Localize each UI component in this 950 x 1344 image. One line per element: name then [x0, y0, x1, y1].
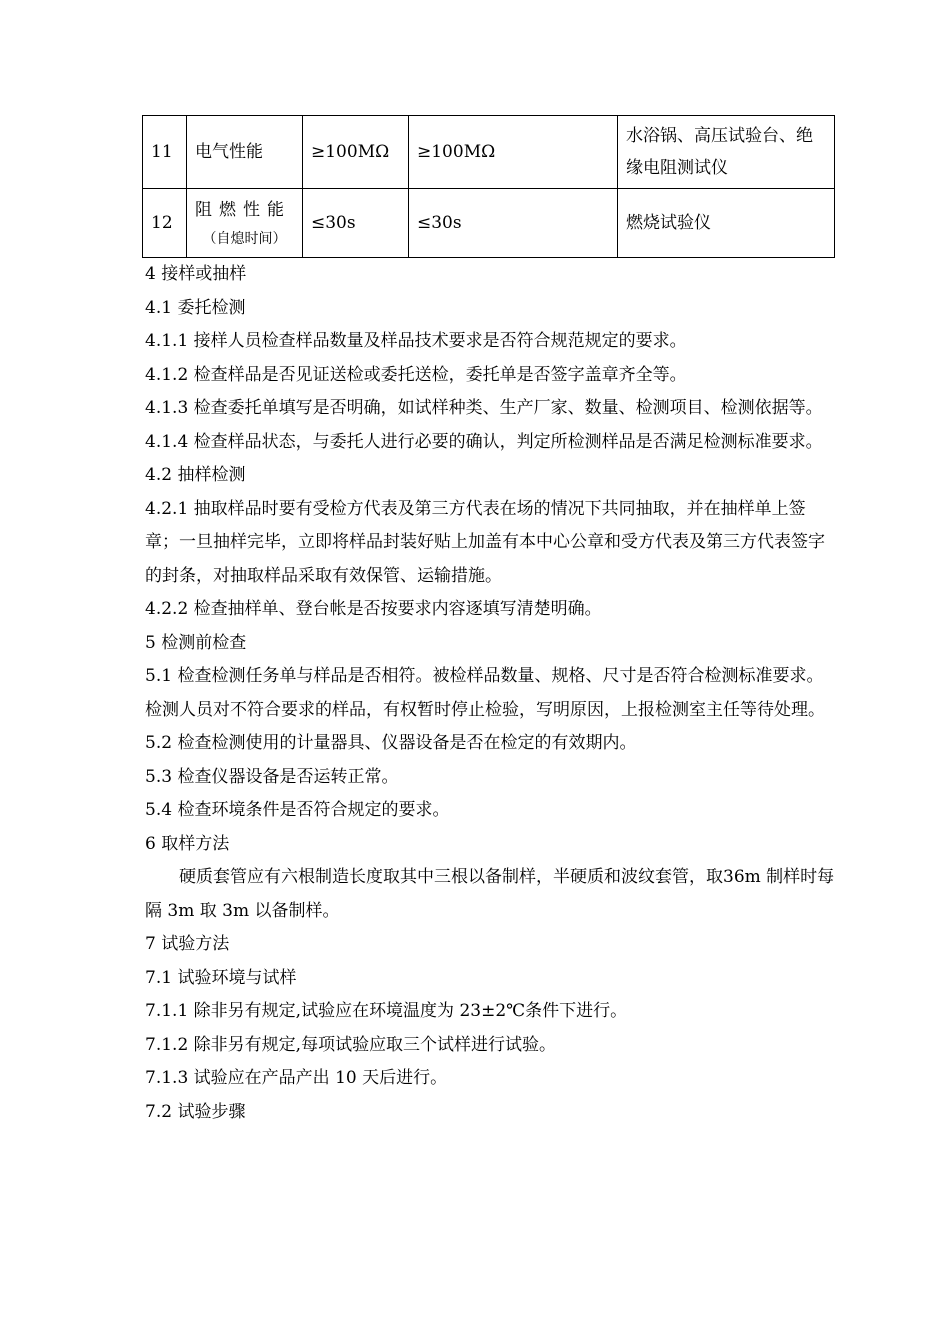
standard-value: ≤30s	[409, 189, 618, 258]
paragraph: 4.1.3 检查委托单填写是否明确，如试样种类、生产厂家、数量、检测项目、检测依据等。	[145, 398, 823, 418]
test-item-name: 电气性能	[187, 116, 303, 189]
paragraph: 5.2 检查检测使用的计量器具、仪器设备是否在检定的有效期内。	[145, 733, 637, 753]
paragraph: 5.4 检查环境条件是否符合规定的要求。	[145, 800, 450, 820]
table-row	[143, 116, 835, 189]
paragraph: 7.1.3 试验应在产品产出 10 天后进行。	[145, 1068, 448, 1088]
test-item-subname: （自熄时间）	[202, 231, 287, 247]
section-heading: 7 试验方法	[145, 934, 230, 954]
test-item-name: 阻燃性能	[195, 200, 291, 220]
paragraph: 4.1.1 接样人员检查样品数量及样品技术要求是否符合规范规定的要求。	[145, 331, 687, 351]
paragraph: 7.1.2 除非另有规定,每项试验应取三个试样进行试验。	[145, 1034, 557, 1055]
requirement-value: ≥100MΩ	[303, 116, 409, 189]
test-equipment: 燃烧试验仪	[618, 189, 835, 258]
body-text	[145, 258, 835, 1129]
paragraph: 4.1.4 检查样品状态，与委托人进行必要的确认，判定所检测样品是否满足检测标准要求。	[145, 431, 823, 452]
paragraph: 4.1.2 检查样品是否见证送检或委托送检，委托单是否签字盖章齐全等。	[145, 364, 687, 385]
paragraph: 5.1 检查检测任务单与样品是否相符。被检样品数量、规格、尺寸是否符合检测标准要求。检测人员对不符合要求的样品，有权暂时停止检验，写明原因，上报检测室主任等待处理。	[145, 666, 825, 720]
test-item-cell	[187, 189, 303, 258]
subsection-heading: 4.1 委托检测	[145, 297, 246, 318]
paragraph: 4.2.1 抽取样品时要有受检方代表及第三方代表在场的情况下共同抽取，并在抽样单上签章；一旦抽样完毕，立即将样品封装好贴上加盖有本中心公章和受方代表及第三方代表签字的封条，对抽取样品采取有效保管、运输措施。	[145, 498, 825, 586]
section-heading: 4 接样或抽样	[145, 264, 247, 284]
requirement-value: ≤30s	[303, 189, 409, 258]
section-heading: 5 检测前检查	[145, 632, 247, 653]
paragraph: 硬质套管应有六根制造长度取其中三根以备制样，半硬质和波纹套管，取36m 制样时每隔 3m 取 3m 以备制样。	[145, 867, 835, 921]
paragraph: 7.1.1 除非另有规定,试验应在环境温度为 23±2℃条件下进行。	[145, 1001, 628, 1021]
row-number: 12	[143, 189, 187, 258]
table-row	[143, 189, 835, 258]
test-equipment: 水浴锅、高压试验台、绝缘电阻测试仪	[618, 116, 835, 189]
paragraph: 5.3 检查仪器设备是否运转正常。	[145, 766, 399, 787]
standard-value: ≥100MΩ	[409, 116, 618, 189]
test-items-table	[142, 115, 835, 258]
paragraph: 4.2.2 检查抽样单、登台帐是否按要求内容逐填写清楚明确。	[145, 599, 602, 619]
section-heading: 6 取样方法	[145, 833, 230, 854]
subsection-heading: 7.1 试验环境与试样	[145, 967, 297, 988]
row-number: 11	[143, 116, 187, 189]
subsection-heading: 4.2 抽样检测	[145, 465, 246, 485]
subsection-heading: 7.2 试验步骤	[145, 1101, 246, 1122]
